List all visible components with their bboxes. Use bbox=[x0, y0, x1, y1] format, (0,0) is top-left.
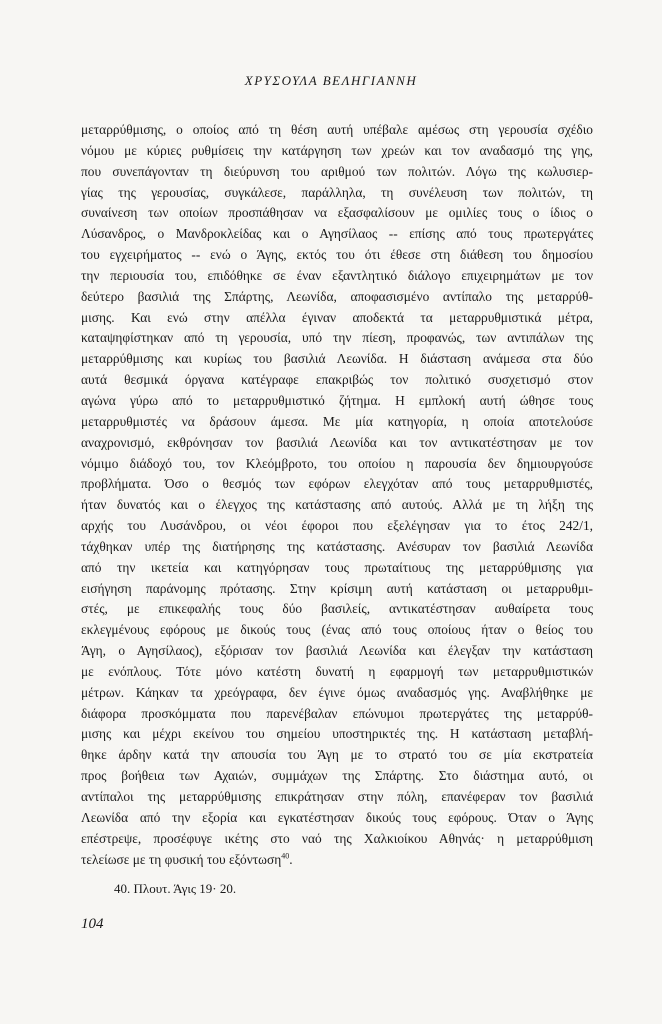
text-line: αυτά θεσμικά όργανα κατέγραφε επακριβώς τον πολιτικό συσχετισμό στον bbox=[81, 372, 593, 388]
text-line: γίας της γερουσίας, συγκάλεσε, παράλληλα, τη συνέλευση των πολιτών, τη bbox=[81, 184, 593, 200]
text-line: μισης. Και ενώ στην απέλλα έγιναν αποδεκτά τα μεταρρυθμιστικά μέτρα, bbox=[81, 309, 593, 325]
text-line: αντίπαλοι της μεταρρύθμισης επικράτησαν στην πόλη, επανέφεραν τον βασιλιά bbox=[81, 789, 593, 804]
text-line: Λεωνίδα από την εξορία και εγκατέστησαν δικούς τους εφόρους. Όταν ο Άγης bbox=[81, 809, 593, 825]
text-line: ήταν δυνατός και ο έλεγχος της κατάστασης από αυτούς. Αλλά με τη λήξη της bbox=[81, 497, 593, 513]
text-line: μέτρων. Κάηκαν τα χρεόγραφα, δεν έγινε όμως αναδασμός γης. Αναβλήθηκε με bbox=[81, 684, 593, 700]
text-line: την περιουσία του, επιδόθηκε σε έναν εξαντλητικό διάλογο επιχειρημάτων με τον bbox=[81, 267, 593, 283]
footnote-reference: 40 bbox=[281, 851, 290, 861]
text-line: προβλήματα. Όσο ο θεσμός των εφόρων ελεγχόταν από τους μεταρρυθμιστές, bbox=[81, 476, 593, 492]
text-line: από την ικετεία και κατηγόρησαν τους πρωταίτιους της μεταρρύθμισης για bbox=[81, 559, 593, 575]
text-line: αναχρονισμό, εκθρόνησαν τον βασιλιά Λεωνίδα και τον αντικατέστησαν με τον bbox=[81, 434, 593, 450]
text-line: Λύσανδρος, ο Μανδροκλείδας και ο Αγησίλαος -- επίσης από τους πρωτεργάτες bbox=[81, 226, 593, 242]
text-line: αγώνα γύρω από το μεταρρυθμιστικό ζήτημα. Η εμπλοκή αυτή ώθησε τους bbox=[81, 392, 593, 408]
text-line: επέστρεψε, προσέφυγε ικέτης στο ναό της Χαλκιοίκου Αθηνάς· η μεταρρύθμιση bbox=[81, 830, 593, 846]
text-line: που συνεπάγονταν τη διεύρυνση του αριθμού των πολιτών. Λόγω της κωλυσιερ- bbox=[81, 163, 593, 179]
text-line bbox=[81, 850, 593, 871]
text-line: με ενόπλους. Τότε μόνο κατέστη δυνατή η εφαρμογή των μεταρρυθμιστικών bbox=[81, 663, 593, 679]
text-line: θηκε άρδην κατά την απουσία του Άγη με το στρατό του σε μία εκστρατεία bbox=[81, 747, 593, 763]
text-line: στές, με επικεφαλής τους δύο βασιλείς, αντικατέστησαν αυθαίρετα τους bbox=[81, 601, 593, 617]
text-line: του εγχειρήματος -- ενώ ο Άγης, εκτός του ότι έθεσε στη διάθεση του δημοσίου bbox=[81, 247, 593, 263]
text-line: δεύτερο βασιλιά της Σπάρτης, Λεωνίδα, αποφασισμένο αντίπαλο της μεταρρύθ- bbox=[81, 288, 593, 304]
text-line: αρχής του Λυσάνδρου, οι νέοι έφοροι που εξελέγησαν για το έτος 242/1, bbox=[81, 518, 593, 534]
text-line: μισης και μέχρι εκείνου του σημείου υποστηρικτές της. Η κατάσταση μεταβλή- bbox=[81, 726, 593, 742]
page-number: 104 bbox=[81, 916, 104, 932]
text-line: μεταρρυθμιστές να δράσουν άμεσα. Με μία κατηγορία, η οποία αποτελούσε bbox=[81, 413, 593, 429]
text-line-content: τελείωσε με τη φυσική του εξόντωση bbox=[81, 851, 282, 867]
sentence-period: . bbox=[289, 851, 293, 867]
text-line: μεταρρύθμισης και κυρίως του βασιλιά Λεωνίδα. Η διάσταση ανάμεσα στα δύο bbox=[81, 351, 593, 367]
text-line: μεταρρύθμισης, ο οποίος από τη θέση αυτή υπέβαλε αμέσως στη γερουσία σχέδιο bbox=[81, 122, 593, 137]
text-line: συναίνεση των οποίων προσπάθησαν να εξασφαλίσουν με ομιλίες τους ο ίδιος ο bbox=[81, 205, 593, 221]
text-line: εκλεγμένους εφόρους με δικούς τους (ένας από τους οποίους ήταν ο θείος του bbox=[81, 622, 593, 638]
text-line: νόμιμο διάδοχό του, τον Κλεόμβροτο, του οποίου η παρουσία δεν δημιουργούσε bbox=[81, 455, 593, 471]
footnote: 40. Πλουτ. Άγις 19· 20. bbox=[114, 881, 237, 896]
text-line: καταψηφίστηκαν από τη γερουσία, υπό την πίεση, προφανώς, των αντιπάλων της bbox=[81, 330, 593, 346]
text-line: τάχθηκαν υπέρ της διατήρησης της κατάστασης. Ανέσυραν τον βασιλιά Λεωνίδα bbox=[81, 538, 593, 554]
text-line: Άγη, ο Αγησίλαος), εξόρισαν τον βασιλιά Λεωνίδα και έλεγξαν την κατάσταση bbox=[81, 643, 593, 659]
text-line: προς βοήθεια των Αχαιών, συμμάχων της Σπάρτης. Στο διάστημα αυτό, οι bbox=[81, 768, 593, 784]
text-line: εισήγηση παράνομης πρότασης. Στην κρίσιμη αυτή κατάσταση οι μεταρρυθμι- bbox=[81, 580, 593, 596]
running-header: ΧΡΥΣΟΥΛΑ ΒΕΛΗΓΙΑΝΝΗ bbox=[244, 73, 418, 88]
text-line: νόμου με κύριες ρυθμίσεις την κατάργηση των χρεών και τον αναδασμό της γης, bbox=[81, 142, 593, 158]
body-text bbox=[81, 120, 593, 870]
text-line: διάφορα προσκόμματα που παρενέβαλαν επώνυμοι πρωτεργάτες της μεταρρύθ- bbox=[81, 705, 593, 721]
